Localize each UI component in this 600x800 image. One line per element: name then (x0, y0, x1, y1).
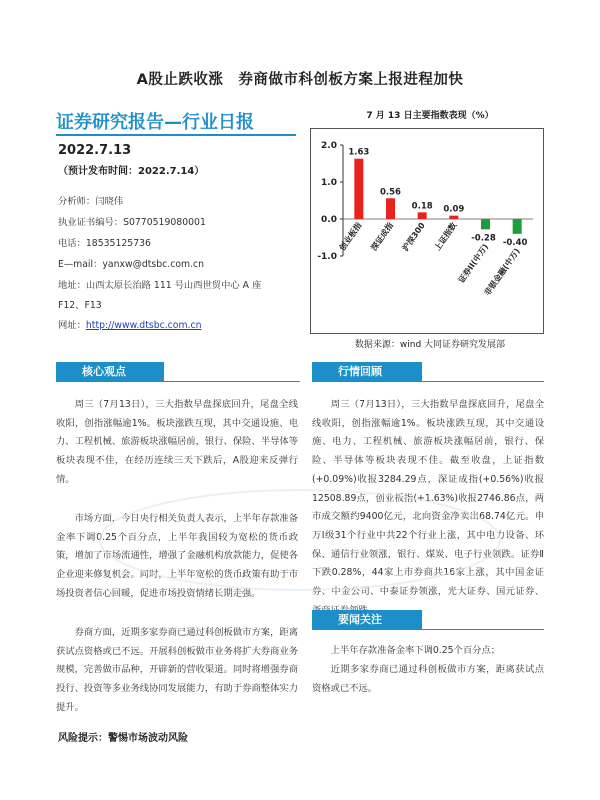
core-paragraph-1: 周三（7月13日），三大指数早盘探底回升，尾盘全线收阳，创指涨幅逾1%。板块涨跌互现，其中交通设施、电力、工程机械、旅游板块涨幅居前，银行、保险、半导体等板块表现不佳，在经历连续三天下跌后，A股迎来反弹行情。 (56, 399, 298, 485)
y-tick-label: 0.0 (321, 215, 337, 225)
report-date: 2022.7.13 (58, 143, 132, 158)
category-label: 深证成指 (369, 220, 396, 253)
phone: 电话：18535125736 (58, 238, 151, 249)
bar-5 (513, 219, 522, 234)
report-title: 证券研究报告—行业日报 (56, 112, 254, 133)
bar-value-label: 0.56 (380, 187, 401, 198)
news-item-2: 近期多家券商已通过科创板做市方案，距离获试点资格或已不远。 (312, 664, 544, 694)
website-label: 网址： (58, 320, 86, 331)
core-paragraph-3: 券商方面，近期多家券商已通过科创板做市方案，距离获试点资格或已不远。开展科创板做市业务将扩大券商业务规模，完善做市品种，开辟新的营收渠道。同时将增强券商投行、投资等多业务线协同发展能力，有助于券商整体实力提升。 (56, 627, 298, 713)
category-label: 创业板指 (337, 220, 364, 253)
bar-2 (418, 212, 427, 219)
section-rule-market (312, 381, 544, 382)
address-line-2: F12、F13 (58, 300, 102, 311)
category-label: 上证指数 (432, 220, 459, 253)
chart-source: 数据来源：wind 大同证券研究发展部 (354, 340, 506, 350)
category-label: 非银金融(中万) (482, 246, 522, 298)
core-paragraph-2: 市场方面，今日央行相关负责人表示，上半年存款准备金率下调0.25个百分点，上半年我国较为宽松的货币政策，增加了市场流通性，增强了金融机构放款能力，促使各企业迎来修复机会。同时，上半年宽松的货币政策有助于市场投资者信心回暖，促进市场投资情绪长期走强。 (56, 513, 298, 599)
y-tick-label: 1.0 (321, 178, 337, 188)
market-paragraph: 周三（7月13日），三大指数早盘探底回升，尾盘全线收阳，创指涨幅逾1%。板块涨跌互现，其中交通设施、电力、工程机械、旅游板块涨幅居前，银行、保险、半导体等板块表现不佳。截至收盘，上证指数(+0.09%)收报3284.29点，深证成指(+0.56%)收报12508.89点，创业板指(+1.63%)收报2746.86点，两市成交额约9400亿元，北向资金净卖出68.74亿元。申万Ⅰ级31个行业中共22个行业上涨，其中电力设备、环保、通信行业领涨，银行、煤炭、电子行业领跌。证券Ⅱ下跌0.28%，44家上市券商共16家上涨，其中国金证券、中金公司、中泰证券领涨，光大证券、国元证券、 (312, 399, 544, 598)
website-row (58, 317, 201, 331)
section-rule-news (312, 629, 544, 630)
address-line-1: 地址：山西太原长治路 111 号山西世贸中心 A 座 (58, 280, 262, 291)
y-tick-label: -1.0 (317, 252, 337, 262)
bar-4 (481, 219, 490, 229)
section-rule-core (56, 381, 300, 382)
publish-time: （预计发布时间：2022.7.14） (58, 166, 205, 177)
risk-warning: 风险提示：警惕市场波动风险 (58, 733, 188, 744)
bar-1 (386, 198, 395, 219)
index-performance-chart (311, 129, 543, 333)
bar-0 (354, 159, 363, 219)
y-tick-label: 2.0 (321, 141, 337, 151)
headline: A股止跌收涨 券商做市科创板方案上报进程加快 (136, 72, 464, 88)
bar-value-label: 0.18 (411, 201, 433, 212)
bar-3 (449, 216, 458, 219)
certificate-number: 执业证书编号：S0770519080001 (58, 217, 206, 228)
news-item-1: 上半年存款准备金率下调0.25个百分点； (330, 645, 501, 656)
bar-value-label: -0.28 (471, 233, 496, 244)
section-tab-core: 核心观点 (56, 362, 164, 381)
email: E—mail：yanxw@dtsbc.com.cn (58, 259, 205, 270)
website-link[interactable]: http://www.dtsbc.com.cn (85, 320, 202, 331)
title-divider (56, 134, 296, 136)
analyst: 分析师：闫晓伟 (58, 196, 124, 207)
bar-value-label: -0.40 (502, 237, 528, 248)
section-tab-news: 要闻关注 (312, 610, 422, 629)
section-tab-market: 行情回顾 (312, 362, 422, 381)
chart-frame (310, 128, 544, 334)
category-label: 证券II(中万) (456, 242, 491, 285)
bar-value-label: 1.63 (348, 147, 370, 158)
category-label: 沪深300 (400, 220, 427, 253)
bar-value-label: 0.09 (443, 204, 465, 215)
chart-title: 7 月 13 日主要指数表现（%） (366, 111, 494, 121)
